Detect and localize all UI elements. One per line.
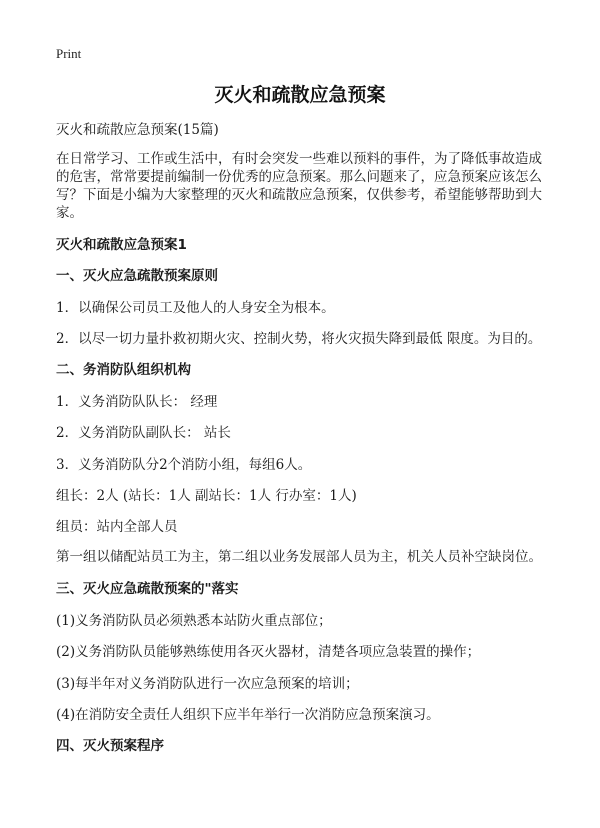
list-item: (1)义务消防队员必须熟悉本站防火重点部位；: [56, 613, 332, 629]
section-title: 灭火和疏散应急预案1: [56, 237, 187, 253]
list-item: (3)每半年对义务消防队进行一次应急预案的培训；: [56, 676, 359, 692]
document-subtitle: 灭火和疏散应急预案(15篇): [56, 122, 219, 138]
list-item: 2．义务消防队副队长： 站长: [56, 425, 231, 441]
heading-procedure: 四、灭火预案程序: [56, 738, 164, 754]
list-item: (2)义务消防队员能够熟练使用各灭火器材，清楚各项应急装置的操作；: [56, 644, 481, 660]
intro-paragraph: [56, 150, 556, 222]
group-note-line: 第一组以储配站员工为主，第二组以业务发展部人员为主，机关人员补空缺岗位。: [56, 549, 542, 565]
list-item: 1．义务消防队队长： 经理: [56, 394, 218, 410]
members-line: 组员：站内全部人员: [56, 519, 178, 535]
list-item: 1．以确保公司员工及他人的人身安全为根本。: [56, 300, 335, 316]
heading-principles: 一、灭火应急疏散预案原则: [56, 268, 218, 284]
heading-organization: 二、务消防队组织机构: [56, 362, 191, 378]
print-label: Print: [56, 46, 82, 61]
list-item: (4)在消防安全责任人组织下应半年举行一次消防应急预案演习。: [56, 707, 440, 723]
intro-line: 写？下面是小编为大家整理的灭火和疏散应急预案，仅供参考，希望能够帮助到大: [56, 187, 542, 203]
heading-implementation: 三、灭火应急疏散预案的"落实: [56, 581, 239, 597]
intro-line: 在日常学习、工作或生活中，有时会突发一些难以预料的事件，为了降低事故造成: [56, 151, 542, 167]
document-title: 灭火和疏散应急预案: [214, 84, 386, 106]
list-item: 2．以尽一切力量扑救初期火灾、控制火势，将火灾损失降到最低 限度。为目的。: [56, 331, 542, 347]
group-leader-line: 组长：2人 (站长：1人 副站长：1人 行办室：1人): [56, 488, 357, 504]
intro-line: 的危害，常常要提前编制一份优秀的应急预案。那么问题来了，应急预案应该怎么: [56, 169, 542, 185]
intro-line: 家。: [56, 205, 83, 221]
list-item: 3．义务消防队分2个消防小组，每组6人。: [56, 457, 312, 473]
